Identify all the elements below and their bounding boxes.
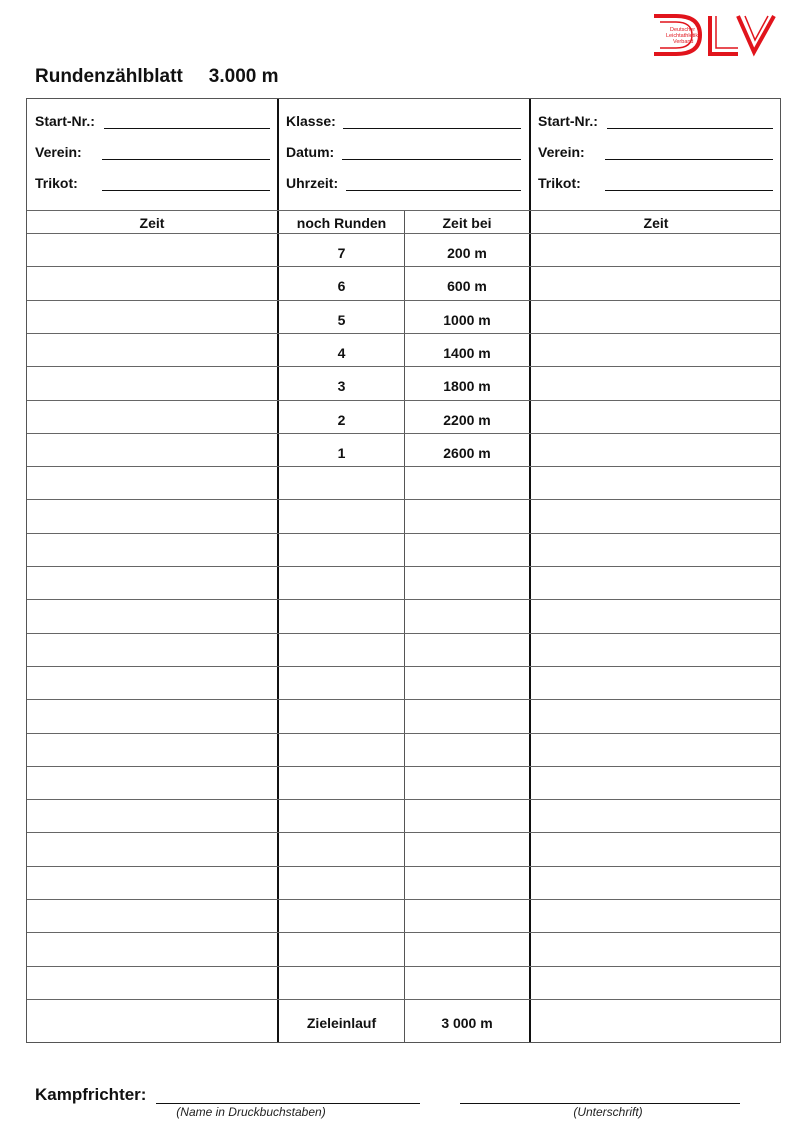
kampfrichter-name-field[interactable] — [156, 1103, 420, 1104]
title-main: Rundenzählblatt — [35, 66, 183, 87]
column-divider-middle — [404, 210, 405, 1042]
logo-text-line-3: Verband — [673, 39, 694, 45]
row-divider — [27, 300, 780, 301]
row-divider — [27, 766, 780, 767]
row-divider — [27, 799, 780, 800]
signature-caption: (Unterschrift) — [573, 1105, 643, 1119]
laps-remaining-cell: 5 — [337, 311, 346, 328]
laps-remaining-cell: 4 — [337, 344, 346, 361]
time-at-distance-cell: 200 m — [447, 245, 487, 261]
verein-label-right: Verein: — [538, 144, 585, 160]
klasse-field[interactable] — [343, 128, 521, 129]
start-nr-field-right[interactable] — [607, 128, 773, 129]
name-caption: (Name in Druckbuchstaben) — [176, 1105, 326, 1119]
row-divider — [27, 333, 780, 334]
finish-label: Zieleinlauf — [306, 1015, 377, 1031]
header-zeit-left: Zeit — [139, 215, 165, 231]
laps-remaining-cell: 7 — [337, 245, 346, 261]
row-divider — [27, 966, 780, 967]
header-zeit-right: Zeit — [643, 215, 669, 231]
row-divider — [27, 499, 780, 500]
dlv-logo — [626, 12, 778, 58]
time-at-distance-cell: 2200 m — [443, 411, 491, 428]
row-divider — [27, 599, 780, 600]
row-divider — [27, 233, 780, 234]
row-divider — [27, 266, 780, 267]
row-divider — [27, 566, 780, 567]
logo-text-line-2: Leichtathletik- — [666, 33, 700, 39]
laps-remaining-cell: 1 — [337, 444, 346, 461]
signature-field[interactable] — [460, 1103, 740, 1104]
row-divider — [27, 733, 780, 734]
row-divider — [27, 699, 780, 700]
header-zeit-bei: Zeit bei — [442, 215, 492, 231]
trikot-label-left: Trikot: — [35, 175, 78, 191]
title-distance: 3.000 m — [208, 66, 279, 87]
trikot-label-right: Trikot: — [538, 175, 581, 191]
verein-label-left: Verein: — [35, 144, 82, 160]
row-divider — [27, 533, 780, 534]
laps-remaining-cell: 3 — [337, 378, 346, 395]
row-divider — [27, 433, 780, 434]
row-divider — [27, 400, 780, 401]
lap-count-table — [26, 98, 781, 1043]
row-divider — [27, 366, 780, 367]
uhrzeit-field[interactable] — [346, 190, 521, 191]
trikot-field-left[interactable] — [102, 190, 270, 191]
row-divider — [27, 899, 780, 900]
start-nr-label-right: Start-Nr.: — [538, 113, 598, 129]
start-nr-field-left[interactable] — [104, 128, 270, 129]
datum-field[interactable] — [342, 159, 521, 160]
start-nr-label-left: Start-Nr.: — [35, 113, 95, 129]
row-divider — [27, 932, 780, 933]
klasse-label: Klasse: — [286, 113, 336, 129]
verein-field-left[interactable] — [102, 159, 270, 160]
time-at-distance-cell: 1800 m — [443, 378, 491, 395]
uhrzeit-label: Uhrzeit: — [286, 175, 339, 191]
laps-remaining-cell: 2 — [337, 411, 346, 428]
finish-row-divider — [27, 999, 780, 1000]
logo-text-line-1: Deutscher — [670, 27, 696, 33]
finish-distance: 3 000 m — [441, 1015, 493, 1031]
header-divider — [27, 210, 780, 211]
laps-remaining-cell: 6 — [337, 278, 346, 295]
column-divider-left — [277, 99, 279, 1042]
time-at-distance-cell: 2600 m — [443, 444, 491, 461]
verein-field-right[interactable] — [605, 159, 773, 160]
time-at-distance-cell: 1000 m — [443, 311, 491, 328]
row-divider — [27, 832, 780, 833]
row-divider — [27, 666, 780, 667]
page-title — [35, 66, 279, 88]
trikot-field-right[interactable] — [605, 190, 773, 191]
time-at-distance-cell: 1400 m — [443, 344, 491, 361]
header-noch-runden: noch Runden — [296, 215, 387, 231]
datum-label: Datum: — [286, 144, 335, 160]
row-divider — [27, 866, 780, 867]
row-divider — [27, 466, 780, 467]
column-divider-right — [529, 99, 531, 1042]
row-divider — [27, 633, 780, 634]
kampfrichter-label: Kampfrichter: — [35, 1085, 147, 1104]
time-at-distance-cell: 600 m — [447, 278, 487, 295]
